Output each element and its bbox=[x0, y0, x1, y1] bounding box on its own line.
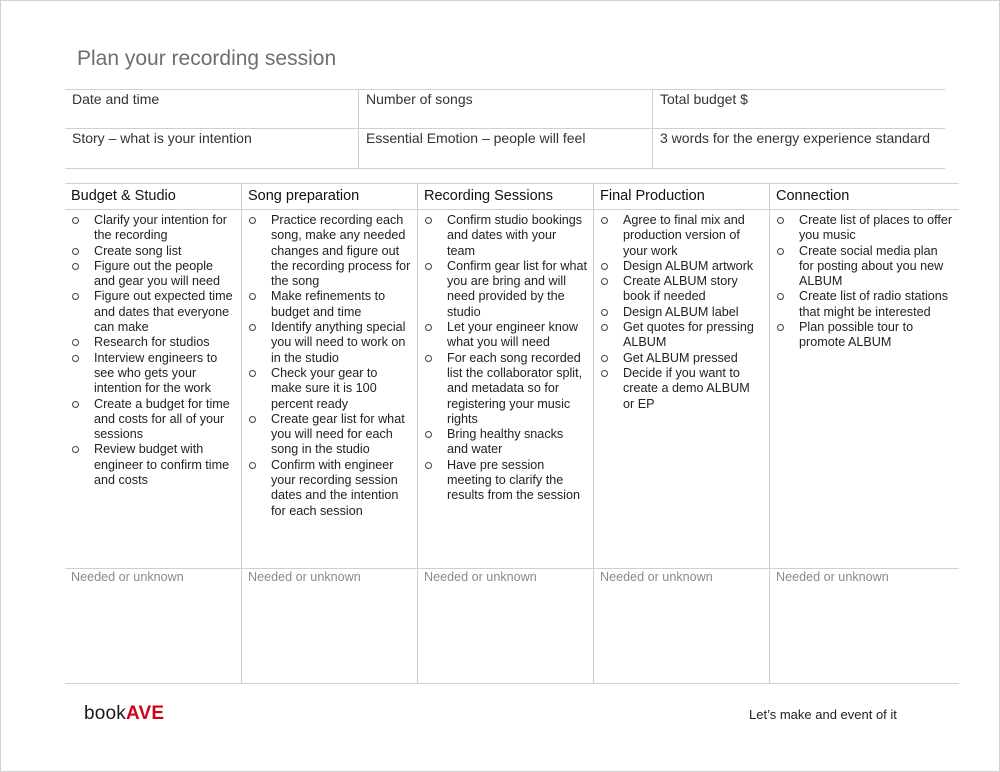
task-item: Make refinements to budget and time bbox=[248, 289, 411, 320]
task-item: Create song list bbox=[71, 244, 235, 259]
session-info-grid bbox=[65, 89, 945, 169]
column-heading: Final Production bbox=[594, 184, 769, 210]
column-recording-sessions bbox=[417, 184, 593, 683]
task-item: Create a budget for time and costs for all of your sessions bbox=[71, 397, 235, 443]
task-item: Let your engineer know what you will need bbox=[424, 320, 587, 351]
task-item: Design ALBUM artwork bbox=[600, 259, 763, 274]
task-item: Clarify your intention for the recording bbox=[71, 213, 235, 244]
task-item: Check your gear to make sure it is 100 percent ready bbox=[248, 366, 411, 412]
task-item: Plan possible tour to promote ALBUM bbox=[776, 320, 953, 351]
task-item: Agree to final mix and production version of your work bbox=[600, 213, 763, 259]
task-list bbox=[770, 210, 959, 569]
task-item: Figure out the people and gear you will need bbox=[71, 259, 235, 290]
task-item: For each song recorded list the collaborator split, and metadata so for registering your music rights bbox=[424, 351, 587, 427]
brand-suffix: AVE bbox=[126, 703, 165, 724]
task-item: Figure out expected time and dates that everyone can make bbox=[71, 289, 235, 335]
task-item: Review budget with engineer to confirm time and costs bbox=[71, 442, 235, 488]
task-item: Identify anything special you will need to work on in the studio bbox=[248, 320, 411, 366]
three-words-field[interactable]: 3 words for the energy experience standard bbox=[652, 129, 945, 168]
task-item: Create social media plan for posting about you new ALBUM bbox=[776, 244, 953, 290]
task-list bbox=[594, 210, 769, 569]
column-connection bbox=[769, 184, 959, 683]
task-list bbox=[65, 210, 241, 569]
column-song-preparation bbox=[241, 184, 417, 683]
task-item: Get quotes for pressing ALBUM bbox=[600, 320, 763, 351]
task-item: Create ALBUM story book if needed bbox=[600, 274, 763, 305]
task-item: Bring healthy snacks and water bbox=[424, 427, 587, 458]
column-budget-studio bbox=[65, 184, 241, 683]
bookave-logo bbox=[84, 703, 164, 725]
needed-or-unknown-field[interactable]: Needed or unknown bbox=[248, 570, 361, 584]
task-item: Confirm gear list for what you are bring and will need provided by the studio bbox=[424, 259, 587, 320]
task-list bbox=[242, 210, 417, 569]
needed-or-unknown-field[interactable]: Needed or unknown bbox=[776, 570, 889, 584]
task-item: Get ALBUM pressed bbox=[600, 351, 763, 366]
brand-prefix: book bbox=[84, 703, 127, 724]
page-title: Plan your recording session bbox=[77, 47, 337, 70]
task-item: Create list of places to offer you music bbox=[776, 213, 953, 244]
essential-emotion-field[interactable]: Essential Emotion – people will feel bbox=[358, 129, 652, 168]
task-item: Research for studios bbox=[71, 335, 235, 350]
column-final-production bbox=[593, 184, 769, 683]
column-heading: Song preparation bbox=[242, 184, 417, 210]
task-item: Design ALBUM label bbox=[600, 305, 763, 320]
task-item: Confirm studio bookings and dates with your team bbox=[424, 213, 587, 259]
task-item: Have pre session meeting to clarify the results from the session bbox=[424, 458, 587, 504]
story-field[interactable]: Story – what is your intention bbox=[72, 130, 252, 146]
column-heading: Recording Sessions bbox=[418, 184, 593, 210]
plan-table bbox=[65, 183, 959, 684]
task-item: Decide if you want to create a demo ALBUM or EP bbox=[600, 366, 763, 412]
task-item: Confirm with engineer your recording session dates and the intention for each session bbox=[248, 458, 411, 519]
column-heading: Connection bbox=[770, 184, 959, 210]
number-of-songs-field[interactable]: Number of songs bbox=[358, 90, 652, 129]
needed-or-unknown-field[interactable]: Needed or unknown bbox=[600, 570, 713, 584]
column-heading: Budget & Studio bbox=[65, 184, 241, 210]
task-list bbox=[418, 210, 593, 569]
needed-or-unknown-field[interactable]: Needed or unknown bbox=[424, 570, 537, 584]
task-item: Interview engineers to see who gets your intention for the work bbox=[71, 351, 235, 397]
date-time-field[interactable]: Date and time bbox=[65, 90, 358, 129]
task-item: Practice recording each song, make any needed changes and figure out the recording process for the song bbox=[248, 213, 411, 289]
task-item: Create gear list for what you will need for each song in the studio bbox=[248, 412, 411, 458]
needed-or-unknown-field[interactable]: Needed or unknown bbox=[71, 570, 184, 584]
task-item: Create list of radio stations that might be interested bbox=[776, 289, 953, 320]
footer-tagline: Let’s make and event of it bbox=[749, 707, 897, 722]
total-budget-field[interactable]: Total budget $ bbox=[652, 90, 945, 129]
